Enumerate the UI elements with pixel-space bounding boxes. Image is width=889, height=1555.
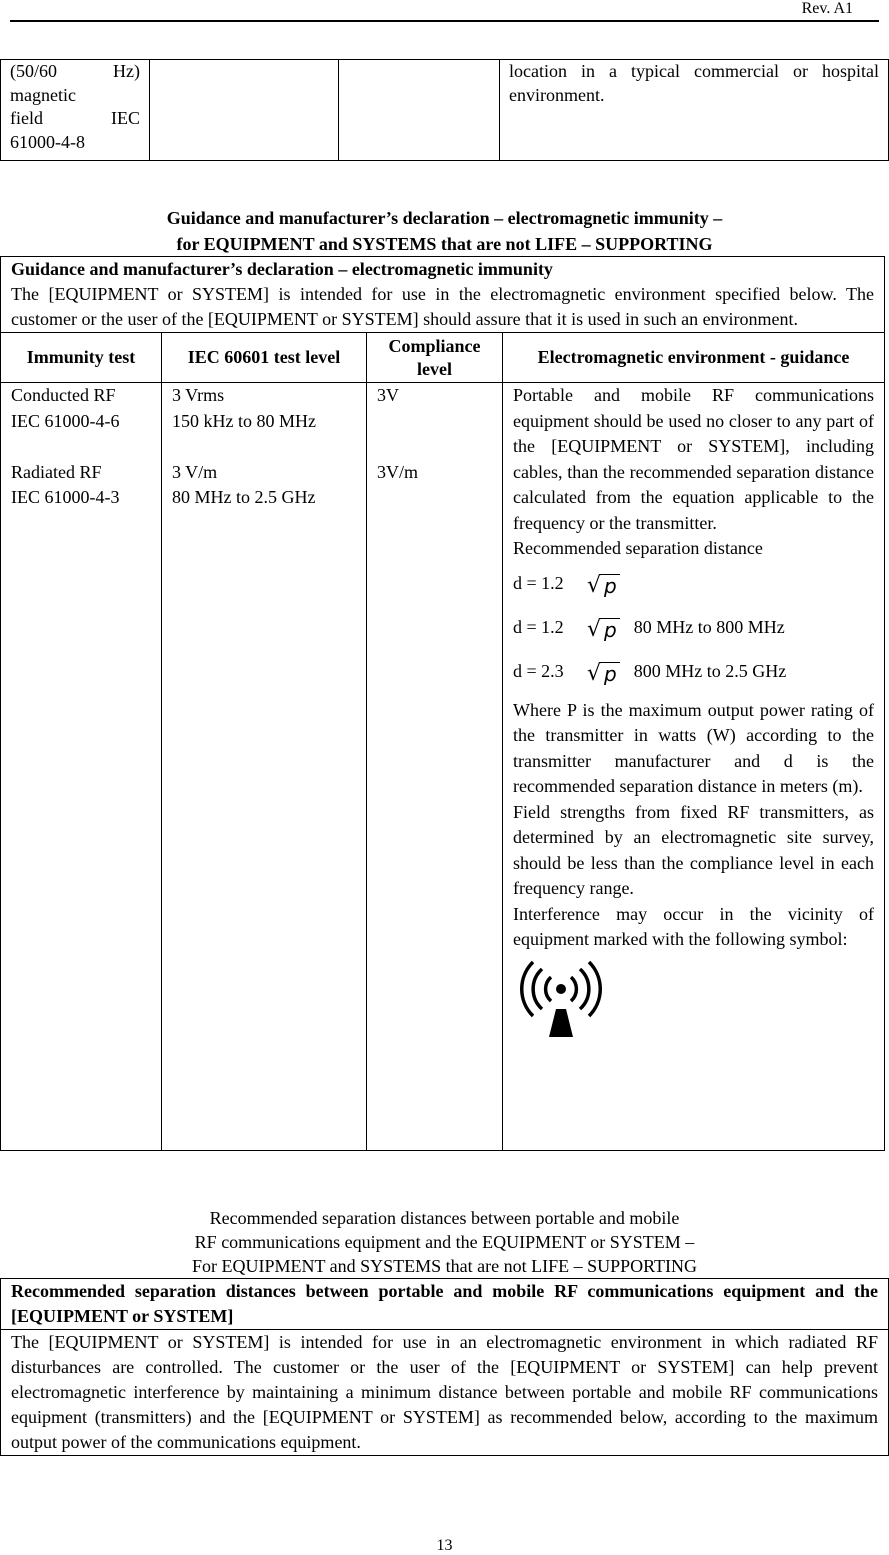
- separation-box-title: Recommended separation distances between portable and mobile RF communications equipment and the [EQUIPMENT or SYSTEM]: [1, 1279, 889, 1330]
- test-level: 3 Vrms: [172, 385, 225, 405]
- formula-equation: d = 1.2: [513, 616, 564, 637]
- non-ionizing-radiation-icon: [513, 953, 874, 1047]
- test-standard: IEC 61000-4-6: [11, 410, 120, 431]
- distance-formula: [513, 562, 874, 606]
- column-header-compliance-level: Compliance level: [367, 333, 503, 383]
- test-name: Radiated RF: [11, 461, 102, 482]
- test-label-line: (50/60 Hz): [10, 61, 140, 81]
- formula-range: 800 MHz to 2.5 GHz: [633, 660, 787, 681]
- formula-variable: p: [601, 574, 620, 597]
- square-root-icon: √ p: [587, 615, 620, 641]
- formula-variable: p: [601, 618, 620, 641]
- compliance-value: 3V/m: [377, 461, 419, 482]
- magnetic-field-guidance-cell: location in a typical commercial or hospital environment.: [500, 60, 889, 161]
- compliance-level-cell: [367, 383, 503, 1151]
- formula-equation: d = 2.3: [513, 660, 564, 681]
- immunity-box-title: Guidance and manufacturer’s declaration – electromagnetic immunity: [11, 259, 553, 279]
- formula-equation: d = 1.2: [513, 572, 564, 593]
- test-standard: IEC 61000-4-3: [11, 487, 120, 507]
- test-range: 150 kHz to 80 MHz: [172, 410, 316, 431]
- header-rule: [10, 20, 879, 22]
- separation-box-text: The [EQUIPMENT or SYSTEM] is intended for use in an electromagnetic environment in which radiated RF disturbances are controlled. The customer or the user of the [EQUIPMENT or SYSTEM] can help prevent electromagnetic interference by maintaining a minimum distance between portable and mobile RF communications equipment (transmitters) and the [EQUIPMENT or SYSTEM] as recommended below, according to the maximum output power of the communications equipment.: [1, 1330, 889, 1456]
- separation-title-line-1: Recommended separation distances between portable and mobile: [209, 1208, 680, 1228]
- compliance-value: 3V: [377, 385, 399, 405]
- test-label-line: field IEC: [10, 108, 140, 128]
- immunity-box-intro: The [EQUIPMENT or SYSTEM] is intended for use in the electromagnetic environment specified below. The customer or the user of the [EQUIPMENT or SYSTEM] should assure that it is used in such an environment.: [11, 284, 874, 329]
- column-header-immunity-test: Immunity test: [1, 333, 162, 383]
- formula-variable: p: [601, 662, 620, 685]
- test-label-line: 61000-4-8: [10, 131, 85, 152]
- interference-text: Interference may occur in the vicinity of equipment marked with the following symbol:: [513, 903, 874, 949]
- square-root-icon: √ p: [587, 571, 620, 597]
- environment-guidance-cell: [503, 383, 885, 1151]
- test-level-cell: [162, 383, 367, 1151]
- immunity-box-header: [1, 257, 885, 333]
- revision-label: Rev. A1: [801, 0, 853, 17]
- page-number: 13: [436, 1537, 453, 1554]
- field-strength-text: Field strengths from fixed RF transmitters, as determined by an electromagnetic site survey, should be less than the compliance level in each frequency range.: [513, 801, 874, 898]
- immunity-title-line-2: for EQUIPMENT and SYSTEMS that are not LIFE – SUPPORTING: [176, 234, 713, 254]
- column-header-test-level: IEC 60601 test level: [162, 333, 367, 383]
- test-level: 3 V/m: [172, 461, 218, 482]
- immunity-title-line-1: Guidance and manufacturer’s declaration – electromagnetic immunity –: [166, 208, 723, 228]
- test-range: 80 MHz to 2.5 GHz: [172, 487, 316, 507]
- separation-title-line-3: For EQUIPMENT and SYSTEMS that are not LIFE – SUPPORTING: [191, 1256, 698, 1276]
- separation-distance-table: [0, 1278, 889, 1456]
- square-root-icon: √ p: [587, 659, 620, 685]
- where-text: Where P is the maximum output power rating of the transmitter in watts (W) according to the transmitter manufacturer and d is the recommended separation distance in meters (m).: [513, 699, 874, 796]
- empty-compliance-cell: [339, 60, 500, 161]
- guidance-intro: Portable and mobile RF communications equipment should be used no closer to any part of the [EQUIPMENT or SYSTEM], including cables, than the recommended separation distance calculated from the equation applicable to the frequency or the transmitter.: [513, 385, 874, 533]
- magnetic-field-continuation-table: [0, 59, 889, 161]
- separation-title-line-2: RF communications equipment and the EQUIPMENT or SYSTEM –: [194, 1232, 695, 1252]
- recommended-distance-label: Recommended separation distance: [513, 538, 763, 558]
- rf-immunity-table: [0, 256, 885, 1151]
- formula-range: 80 MHz to 800 MHz: [633, 616, 785, 637]
- test-name: Conducted RF: [11, 385, 116, 405]
- distance-formula: [513, 606, 874, 650]
- magnetic-field-test-cell: [1, 60, 150, 161]
- column-header-environment-guidance: Electromagnetic environment - guidance: [503, 333, 885, 383]
- distance-formula: [513, 650, 874, 694]
- immunity-test-cell: [1, 383, 162, 1151]
- empty-level-cell: [150, 60, 339, 161]
- test-label-line: magnetic: [10, 84, 76, 105]
